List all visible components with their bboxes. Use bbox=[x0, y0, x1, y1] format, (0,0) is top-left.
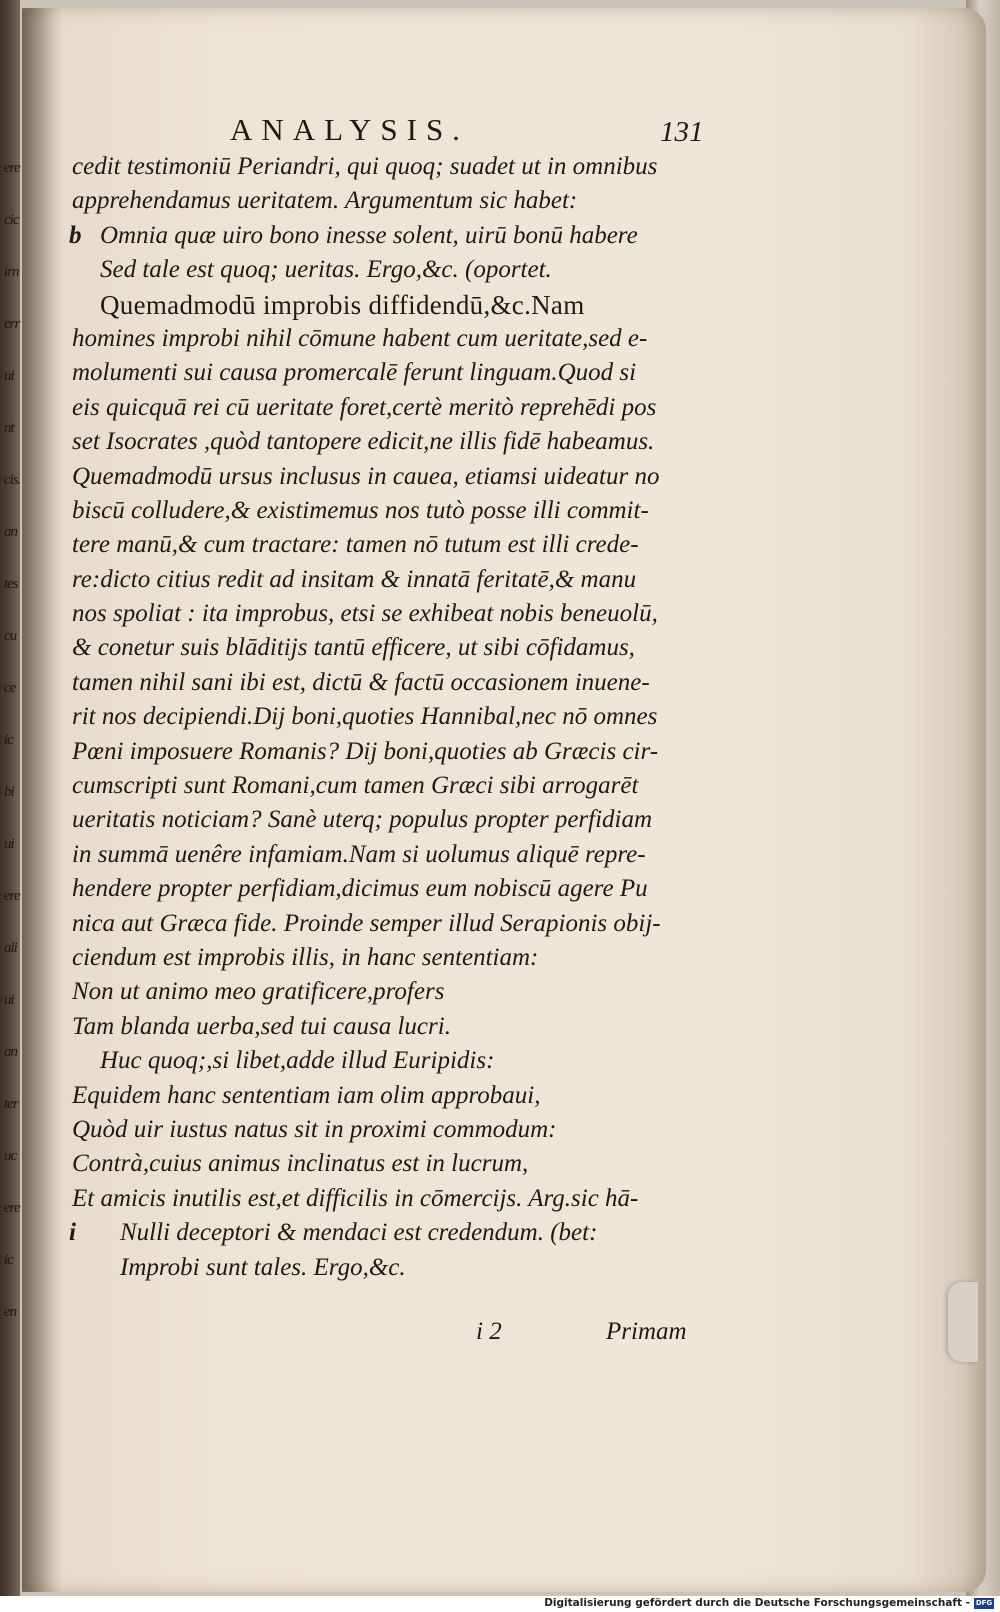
page-clip bbox=[948, 1282, 978, 1362]
previous-page-fragment: ui bbox=[4, 836, 14, 852]
previous-page-fragment: ere bbox=[4, 160, 20, 176]
line-text: cumscripti sunt Romani,cum tamen Græci sibi arrogarēt bbox=[72, 772, 639, 800]
previous-page-fragment: err bbox=[4, 316, 20, 332]
previous-page-fragment: an bbox=[4, 524, 17, 540]
text-line bbox=[72, 391, 712, 425]
text-line bbox=[72, 907, 712, 941]
previous-page-fragment: uc bbox=[4, 1148, 17, 1164]
line-text: hendere propter perfidiam,dicimus eum nobiscū agere Pu bbox=[72, 875, 648, 903]
line-text: ciendum est improbis illis, in hanc sententiam: bbox=[72, 943, 539, 971]
line-text: nica aut Græca fide. Proinde semper illud Serapionis obij- bbox=[72, 909, 661, 937]
line-text: Quemadmodū improbis diffidendū,&c.Nam bbox=[100, 289, 585, 320]
previous-page-fragment: cu bbox=[4, 628, 17, 644]
running-title: ANALYSIS. bbox=[230, 112, 469, 147]
line-text: Equidem hanc sententiam iam olim approbaui, bbox=[72, 1081, 541, 1109]
line-text: nos spoliat : ita improbus, etsi se exhibeat nobis beneuolū, bbox=[72, 600, 658, 628]
text-line bbox=[72, 528, 712, 562]
line-text: Tam blanda uerba,sed tui causa lucri. bbox=[72, 1012, 451, 1040]
text-line bbox=[72, 150, 712, 184]
previous-page-fragment: bi bbox=[4, 784, 14, 800]
text-line bbox=[72, 1147, 712, 1181]
previous-page-fragment: ui bbox=[4, 368, 14, 384]
previous-page-fragment: an bbox=[4, 1044, 17, 1060]
dfg-logo: DFG bbox=[975, 1599, 993, 1607]
previous-page-fragment: ce bbox=[4, 680, 16, 696]
text-line bbox=[72, 288, 712, 322]
previous-page-fragment: ere bbox=[4, 888, 20, 904]
line-text: tamen nihil sani ibi est, dictū & factū occasionem inuene- bbox=[72, 668, 650, 696]
previous-page-fragment: cic bbox=[4, 212, 19, 228]
line-text: in summā uenêre infamiam.Nam si uolumus aliquē repre- bbox=[72, 840, 646, 868]
text-line bbox=[72, 253, 712, 287]
text-line bbox=[69, 219, 712, 253]
text-line bbox=[72, 184, 712, 218]
text-line bbox=[72, 735, 712, 769]
text-line bbox=[72, 1113, 712, 1147]
marginal-marker: b bbox=[69, 221, 82, 249]
line-text: & conetur suis blāditijs tantū efficere, ut sibi cōfidamus, bbox=[72, 634, 635, 662]
previous-page-fragment: ic bbox=[4, 1252, 13, 1268]
text-line bbox=[72, 356, 712, 390]
text-line bbox=[72, 322, 712, 356]
text-line bbox=[72, 1182, 712, 1216]
previous-page-fragment: ui bbox=[4, 992, 14, 1008]
line-text: cedit testimoniū Periandri, qui quoq; suadet ut in omnibus bbox=[72, 153, 658, 180]
previous-page-fragment: ter bbox=[4, 1096, 18, 1112]
text-line bbox=[72, 460, 712, 494]
line-text: Et amicis inutilis est,et difficilis in cōmercijs. Arg.sic hā- bbox=[72, 1184, 639, 1212]
text-line bbox=[72, 1010, 712, 1044]
previous-page-edge bbox=[0, 0, 20, 1596]
line-text: homines improbi nihil cōmune habent cum ueritate,sed e- bbox=[72, 324, 648, 352]
line-text: rit nos decipiendi.Dij boni,quoties Hannibal,nec nō omnes bbox=[72, 703, 658, 731]
previous-page-fragment: en bbox=[4, 1304, 17, 1320]
signature-mark: i 2 bbox=[476, 1318, 502, 1345]
text-line bbox=[72, 597, 712, 631]
text-line bbox=[72, 838, 712, 872]
line-text: re:dicto citius redit ad insitam & innatā feritatē,& manu bbox=[72, 565, 637, 593]
previous-page-fragment: tes bbox=[4, 576, 18, 592]
text-line bbox=[72, 666, 712, 700]
previous-page-fragment: cis. bbox=[4, 472, 21, 488]
text-line bbox=[72, 872, 712, 906]
marginal-marker: i bbox=[69, 1219, 76, 1247]
line-text: Contrà,cuius animus inclinatus est in lucrum, bbox=[72, 1150, 529, 1178]
digitization-credit: Digitalisierung gefördert durch die Deutsche Forschungsgemeinschaft - bbox=[544, 1597, 970, 1609]
line-text: Pœni imposuere Romanis? Dij boni,quoties ab Græcis cir- bbox=[72, 737, 659, 765]
text-line bbox=[72, 700, 712, 734]
line-text: molumenti sui causa promercalē ferunt linguam.Quod si bbox=[72, 359, 637, 387]
previous-page-fragment: irn bbox=[4, 264, 19, 280]
previous-page-fragment: ere bbox=[4, 1200, 20, 1216]
text-line bbox=[72, 769, 712, 803]
line-text: Quemadmodū ursus inclusus in cauea, etiamsi uideatur no bbox=[72, 462, 660, 490]
previous-page-fragment: nt bbox=[4, 420, 14, 436]
line-text: tere manū,& cum tractare: tamen nō tutum est illi crede- bbox=[72, 531, 639, 559]
page-number: 131 bbox=[660, 116, 704, 148]
line-text: apprehendamus ueritatem. Argumentum sic habet: bbox=[72, 187, 578, 215]
line-text: biscū colludere,& existimemus nos tutò posse illi commit- bbox=[72, 496, 649, 524]
line-text: ueritatis noticiam? Sanè uterq; populus propter perfidiam bbox=[72, 806, 653, 834]
text-line bbox=[72, 425, 712, 459]
line-text: Omnia quæ uiro bono inesse solent, uirū bonū habere bbox=[100, 221, 638, 249]
text-line bbox=[72, 631, 712, 665]
catchword: Primam bbox=[606, 1318, 687, 1345]
previous-page-fragment: ic bbox=[4, 732, 13, 748]
text-line bbox=[72, 494, 712, 528]
line-text: Huc quoq;,si libet,adde illud Euripidis: bbox=[100, 1047, 495, 1075]
line-text: Quòd uir iustus natus sit in proximi commodum: bbox=[72, 1115, 557, 1143]
previous-page-fragment: ali bbox=[4, 940, 17, 956]
text-line bbox=[69, 1216, 712, 1250]
body-text bbox=[69, 150, 712, 1285]
text-line bbox=[72, 975, 712, 1009]
text-line bbox=[72, 941, 712, 975]
text-line bbox=[72, 1251, 712, 1285]
line-text: Non ut animo meo gratificere,profers bbox=[72, 978, 445, 1006]
line-text: Sed tale est quoq; ueritas. Ergo,&c. (oportet. bbox=[100, 256, 552, 284]
line-text: Nulli deceptori & mendaci est credendum. (bet: bbox=[120, 1219, 598, 1247]
line-text: set Isocrates ,quòd tantopere edicit,ne illis fidē habeamus. bbox=[72, 428, 655, 456]
line-text: Improbi sunt tales. Ergo,&c. bbox=[120, 1253, 406, 1281]
text-line bbox=[72, 803, 712, 837]
text-line bbox=[72, 1079, 712, 1113]
text-line bbox=[72, 563, 712, 597]
text-line bbox=[72, 1044, 712, 1078]
line-text: eis quicquā rei cū ueritate foret,certè meritò reprehēdi pos bbox=[72, 393, 657, 421]
